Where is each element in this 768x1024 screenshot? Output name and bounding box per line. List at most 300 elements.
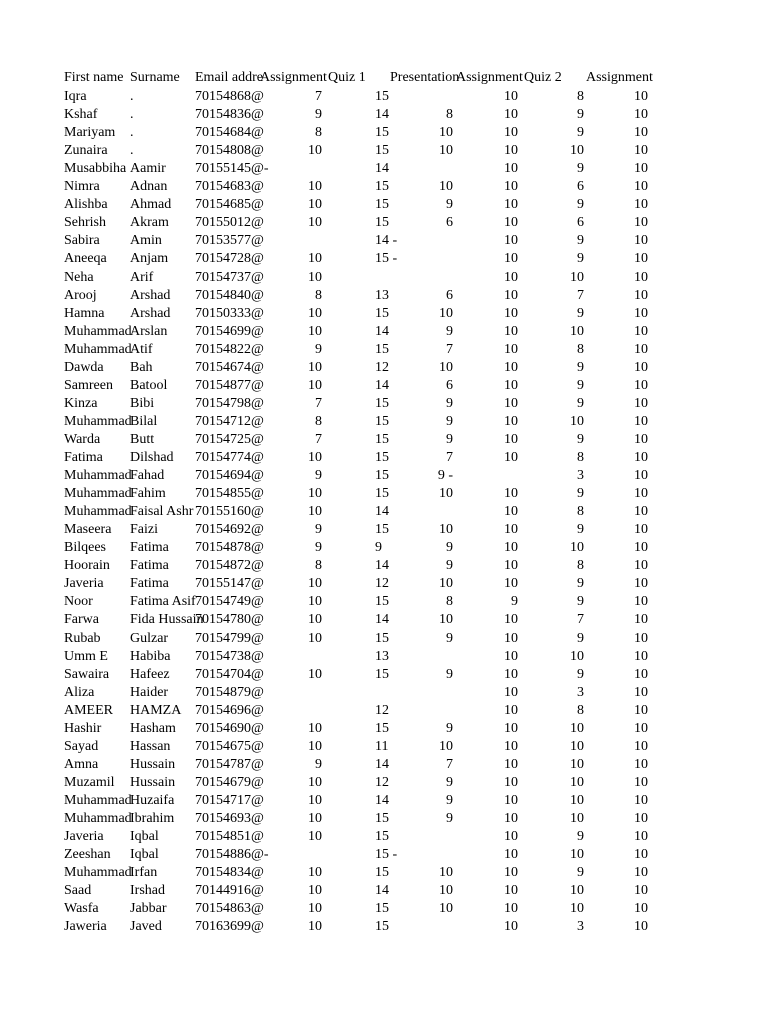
first-name-cell: Sayad [64,738,99,754]
quiz-1-cell: 15 [375,305,389,321]
quiz-2-cell: 6 [577,179,584,195]
header-surname: Surname [130,70,180,85]
assignment-3-cell: 10 [634,630,648,646]
quiz-2-cell: 8 [577,341,584,357]
presentation-cell: 10 [439,738,453,754]
presentation-cell: 9 [446,431,453,447]
first-name-cell: Muhammad [64,811,132,826]
surname-cell: Dilshad [130,450,174,465]
first-name-cell: Saad [64,883,92,899]
quiz-1-cell: 15 - [375,251,398,267]
quiz-1-cell: 15 [375,630,389,646]
assignment-2-cell: 10 [504,179,518,195]
email-cell: 70155147@ [195,576,264,592]
email-cell: 70154855@ [195,486,264,502]
assignment-1-cell: 8 [315,413,322,429]
surname-cell: Fida Hussain [130,612,204,628]
assignment-2-cell: 10 [504,89,518,104]
presentation-cell: 9 [446,558,453,574]
quiz-2-cell: 10 [570,323,584,339]
surname-cell: Amin [130,233,162,249]
email-cell: 70154675@ [195,738,264,754]
surname-cell: . [130,143,134,159]
assignment-2-cell: 10 [504,612,518,628]
assignment-3-cell: 10 [634,305,648,321]
first-name-cell: Neha [64,269,94,285]
surname-cell: Haider [130,684,169,700]
assignment-1-cell: 10 [308,576,322,592]
assignment-3-cell: 10 [634,233,648,249]
table-row [0,503,768,521]
assignment-2-cell: 10 [504,305,518,321]
table-row [0,250,768,268]
quiz-1-cell: 15 [375,522,389,538]
quiz-1-cell: 15 [375,720,389,736]
email-cell: 70150333@ [195,305,264,321]
assignment-1-cell: 9 [315,540,322,556]
quiz-1-cell: 12 [375,774,389,790]
surname-cell: Aamir [130,161,166,177]
assignment-3-cell: 10 [634,323,648,339]
table-row [0,648,768,666]
table-row [0,575,768,593]
surname-cell: . [130,107,134,123]
table-row [0,900,768,918]
quiz-2-cell: 9 [577,251,584,267]
table-row [0,305,768,323]
email-cell: 70155145@- [195,161,269,177]
quiz-1-cell: 15 [375,666,389,682]
assignment-3-cell: 10 [634,774,648,790]
quiz-1-cell: 14 [375,883,389,899]
assignment-1-cell: 10 [308,251,322,267]
first-name-cell: Iqra [64,89,87,104]
email-cell: 70154679@ [195,774,264,790]
quiz-2-cell: 7 [577,287,584,303]
presentation-cell: 9 [446,395,453,411]
quiz-1-cell: 15 [375,215,389,231]
assignment-2-cell: 10 [504,666,518,682]
assignment-1-cell: 10 [308,612,322,628]
surname-cell: Arif [130,269,154,285]
quiz-2-cell: 8 [577,450,584,465]
assignment-2-cell: 10 [504,630,518,646]
first-name-cell: Bilqees [64,540,106,556]
assignment-2-cell: 10 [504,413,518,429]
email-cell: 70154879@ [195,684,264,700]
email-cell: 70154808@ [195,143,264,159]
quiz-1-cell: 15 [375,341,389,357]
assignment-3-cell: 10 [634,648,648,664]
assignment-1-cell [260,232,324,250]
email-cell: 70154694@ [195,468,264,484]
surname-cell: Arslan [130,323,168,339]
presentation-cell [390,846,455,864]
table-row [0,828,768,846]
email-cell: 70154834@ [195,865,264,881]
email-cell: 70155160@ [195,504,264,520]
assignment-3-cell: 10 [634,251,648,267]
assignment-2-cell: 10 [504,251,518,267]
email-cell: 70154725@ [195,431,264,447]
quiz-1-cell: 15 [375,179,389,195]
quiz-2-cell: 10 [570,774,584,790]
first-name-cell: Muhammad [64,413,132,429]
table-row [0,359,768,377]
surname-cell: Hasham [130,720,176,736]
quiz-1-cell: 14 [375,558,389,574]
assignment-2-cell: 10 [504,395,518,411]
assignment-3-cell: 10 [634,179,648,195]
quiz-2-cell: 9 [577,865,584,881]
presentation-cell: 10 [439,865,453,881]
table-row [0,88,768,106]
quiz-1-cell: 15 [375,125,389,141]
email-cell: 70154674@ [195,359,264,375]
first-name-cell: Javeria [64,829,104,845]
assignment-1-cell: 10 [308,377,322,393]
email-cell: 70154868@ [195,89,264,104]
presentation-cell [390,88,455,106]
quiz-1-cell: 15 [375,919,389,935]
table-row [0,557,768,575]
quiz-2-cell: 10 [570,811,584,826]
email-cell: 70154863@ [195,901,264,917]
surname-cell: Bibi [130,395,155,411]
assignment-1-cell: 7 [315,431,322,447]
presentation-cell: 7 [446,756,453,772]
surname-cell: Iqbal [130,829,159,845]
quiz-2-cell: 9 [577,359,584,375]
assignment-1-cell: 10 [308,792,322,808]
surname-cell: Irfan [130,865,158,881]
quiz-2-cell: 6 [577,215,584,231]
assignment-1-cell: 10 [308,666,322,682]
assignment-3-cell: 10 [634,901,648,917]
assignment-2-cell: 10 [504,901,518,917]
table-row [0,918,768,936]
assignment-1-cell: 10 [308,486,322,502]
quiz-1-cell: 14 [375,107,389,123]
assignment-3-cell: 10 [634,287,648,303]
email-cell: 70154851@ [195,829,264,845]
assignment-3-cell: 10 [634,558,648,574]
email-cell: 70154799@ [195,630,264,646]
table-row [0,142,768,160]
first-name-cell: Hoorain [64,558,110,574]
assignment-1-cell: 10 [308,774,322,790]
header-quiz-1: Quiz 1 [328,70,366,85]
presentation-cell [390,828,455,846]
assignment-2-cell: 10 [504,865,518,881]
email-cell: 70154836@ [195,107,264,123]
assignment-2-cell: 10 [504,215,518,231]
presentation-cell: 9 [446,323,453,339]
assignment-1-cell: 7 [315,395,322,411]
surname-cell: Atif [130,341,153,357]
quiz-2-cell: 10 [570,143,584,159]
surname-cell: Bah [130,359,153,375]
assignment-1-cell: 10 [308,811,322,826]
first-name-cell: Zunaira [64,143,108,159]
presentation-cell: 9 [446,811,453,826]
assignment-2-cell: 10 [504,829,518,845]
assignment-3-cell: 10 [634,197,648,213]
quiz-1-cell: 15 [375,594,389,610]
table-row [0,521,768,539]
quiz-1-cell: 15 [375,865,389,881]
quiz-2-cell: 9 [577,161,584,177]
first-name-cell: Zeeshan [64,847,111,863]
first-name-cell: Sawaira [64,666,110,682]
header-first-name: First name [64,70,124,85]
first-name-cell: AMEER [64,702,113,718]
email-cell: 70154693@ [195,811,264,826]
assignment-1-cell: 10 [308,323,322,339]
first-name-cell: Kshaf [64,107,98,123]
first-name-cell: Muzamil [64,774,115,790]
assignment-3-cell: 10 [634,450,648,465]
presentation-cell: 8 [446,594,453,610]
quiz-2-cell: 10 [570,648,584,664]
presentation-cell: 10 [439,522,453,538]
assignment-1-cell: 10 [308,738,322,754]
email-cell: 70153577@ [195,233,264,249]
surname-cell: Batool [130,377,168,393]
assignment-3-cell: 10 [634,504,648,520]
presentation-cell: 10 [439,125,453,141]
assignment-2-cell: 10 [504,323,518,339]
surname-cell: Fatima [130,558,169,574]
email-cell: 70144916@ [195,883,264,899]
quiz-2-cell: 9 [577,522,584,538]
table-row [0,738,768,756]
surname-cell: Fahad [130,468,165,484]
assignment-3-cell: 10 [634,215,648,231]
quiz-1-cell: 15 [375,395,389,411]
email-cell: 70154737@ [195,269,264,285]
assignment-3-cell: 10 [634,666,648,682]
email-cell: 70154684@ [195,125,264,141]
presentation-cell [390,918,455,936]
assignment-2-cell: 10 [504,684,518,700]
quiz-1-cell: 12 [375,576,389,592]
email-cell: 70154728@ [195,251,264,267]
table-row [0,395,768,413]
email-cell: 70154872@ [195,558,264,574]
header-assignment-3: Assignment [586,70,653,85]
first-name-cell: Jaweria [64,919,107,935]
assignment-3-cell: 10 [634,720,648,736]
presentation-cell: 10 [439,143,453,159]
assignment-3-cell: 10 [634,540,648,556]
quiz-2-cell: 8 [577,504,584,520]
assignment-1-cell [260,160,324,178]
first-name-cell: Wasfa [64,901,99,917]
presentation-cell: 9 [446,774,453,790]
assignment-3-cell: 10 [634,829,648,845]
email-cell: 70154878@ [195,540,264,556]
quiz-1-cell: 14 [375,612,389,628]
assignment-2-cell: 10 [504,774,518,790]
assignment-3-cell: 10 [634,702,648,718]
presentation-cell [390,503,455,521]
quiz-2-cell: 9 [577,486,584,502]
surname-cell: Fatima Asif [130,594,196,610]
presentation-cell: 8 [446,107,453,123]
email-cell: 70154738@ [195,648,264,664]
surname-cell: Iqbal [130,847,159,863]
presentation-cell: 10 [439,612,453,628]
assignment-1-cell: 10 [308,143,322,159]
presentation-cell: 9 [446,666,453,682]
assignment-1-cell: 9 [315,522,322,538]
presentation-cell: 9 [446,630,453,646]
email-cell: 70154749@ [195,594,264,610]
assignment-2-cell: 10 [504,847,518,863]
presentation-cell: 6 [446,377,453,393]
table-row [0,593,768,611]
first-name-cell: Maseera [64,522,112,538]
surname-cell: Ibrahim [130,811,175,826]
surname-cell: Jabbar [130,901,167,917]
quiz-1-cell: 12 [375,359,389,375]
assignment-1-cell [260,648,324,666]
presentation-cell [390,648,455,666]
first-name-cell: Aneeqa [64,251,107,267]
assignment-1-cell: 10 [308,359,322,375]
quiz-2-cell: 8 [577,89,584,104]
quiz-2-cell: 10 [570,847,584,863]
presentation-cell: 10 [439,883,453,899]
first-name-cell: Fatima [64,450,103,465]
table-row [0,539,768,557]
assignment-2-cell: 10 [504,125,518,141]
quiz-2-cell: 9 [577,125,584,141]
table-row [0,413,768,431]
quiz-1-cell: 14 [375,377,389,393]
quiz-1-cell: 14 [375,504,389,520]
quiz-1-cell: 13 [375,287,389,303]
email-cell: 70154699@ [195,323,264,339]
quiz-2-cell: 9 [577,576,584,592]
table-row [0,720,768,738]
presentation-cell: 9 [446,413,453,429]
presentation-cell: 10 [439,359,453,375]
quiz-1-cell: 14 [375,323,389,339]
quiz-1-cell: 15 [375,829,389,845]
assignment-2-cell: 10 [504,450,518,465]
table-row [0,269,768,287]
assignment-3-cell: 10 [634,865,648,881]
quiz-1-cell: 13 [375,648,389,664]
quiz-2-cell: 10 [570,756,584,772]
assignment-3-cell: 10 [634,594,648,610]
quiz-1-cell: 11 [375,738,389,754]
assignment-3-cell: 10 [634,883,648,899]
quiz-2-cell: 8 [577,702,584,718]
assignment-2-cell: 10 [504,359,518,375]
email-cell: 70154877@ [195,377,264,393]
presentation-cell: 10 [439,305,453,321]
first-name-cell: Muhammad [64,323,132,339]
table-row [0,666,768,684]
quiz-1-cell: 9 [375,540,382,556]
header-email: Email addre [195,70,264,85]
quiz-2-cell: 9 [577,395,584,411]
presentation-cell [390,160,455,178]
table-row [0,756,768,774]
assignment-1-cell: 10 [308,865,322,881]
table-row [0,124,768,142]
email-cell: 70155012@ [195,215,264,231]
surname-cell: Faisal Ashr [130,504,194,520]
presentation-cell: 10 [439,901,453,917]
first-name-cell: Alishba [64,197,108,213]
assignment-1-cell: 10 [308,630,322,646]
surname-cell: Arshad [130,287,171,303]
table-row [0,846,768,864]
quiz-2-cell: 10 [570,792,584,808]
quiz-2-cell: 3 [577,468,584,484]
assignment-2-cell: 10 [504,720,518,736]
assignment-3-cell: 10 [634,792,648,808]
assignment-3-cell: 10 [634,612,648,628]
presentation-cell [390,232,455,250]
assignment-1-cell: 9 [315,756,322,772]
assignment-1-cell: 8 [315,558,322,574]
assignment-1-cell: 10 [308,919,322,935]
assignment-1-cell: 10 [308,450,322,465]
table-row [0,287,768,305]
assignment-2-cell: 10 [504,558,518,574]
email-cell: 70154690@ [195,720,264,736]
assignment-3-cell: 10 [634,341,648,357]
first-name-cell: Mariyam [64,125,116,141]
table-row [0,774,768,792]
assignment-3-cell: 10 [634,576,648,592]
quiz-2-cell: 10 [570,883,584,899]
assignment-1-cell [260,846,324,864]
first-name-cell: Muhammad [64,792,132,808]
presentation-cell [390,702,455,720]
surname-cell: Hafeez [130,666,170,682]
quiz-1-cell: 15 [375,89,389,104]
surname-cell: Ahmad [130,197,172,213]
assignment-1-cell: 8 [315,125,322,141]
assignment-3-cell: 10 [634,756,648,772]
assignment-2-cell: 10 [504,143,518,159]
first-name-cell: Muhammad [64,341,132,357]
first-name-cell: Noor [64,594,93,610]
surname-cell: Javed [130,919,162,935]
first-name-cell: Umm E [64,648,108,664]
table-row [0,431,768,449]
email-cell: 70163699@ [195,919,264,935]
quiz-1-cell: 15 [375,197,389,213]
header-presentation: Presentation [390,70,460,85]
assignment-1-cell: 9 [315,468,322,484]
assignment-2-cell: 10 [504,648,518,664]
table-row [0,684,768,702]
table-row [0,864,768,882]
quiz-2-cell: 3 [577,919,584,935]
assignment-2-cell: 10 [504,576,518,592]
quiz-1-cell: 15 - [375,847,398,863]
email-cell: 70154840@ [195,287,264,303]
assignment-1-cell [260,684,324,702]
email-cell: 70154787@ [195,756,264,772]
